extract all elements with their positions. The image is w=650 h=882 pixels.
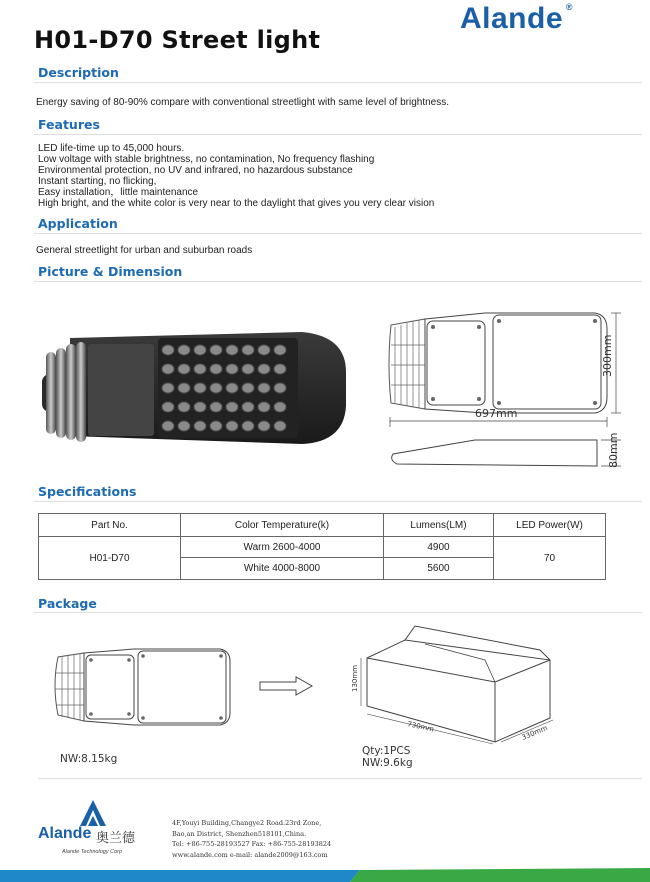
streetlight-photo [40, 332, 352, 448]
side-view-drawing [385, 428, 625, 474]
feature-item: LED life-time up to 45,000 hours. [38, 143, 185, 154]
footer-brand: Alande [38, 825, 92, 842]
led-lens [210, 364, 222, 374]
cell-lumens: 4900 [384, 537, 494, 558]
led-lens [194, 345, 206, 355]
led-lens [226, 345, 238, 355]
led-lens [178, 421, 190, 431]
registered-mark: ® [565, 2, 574, 12]
section-divider [38, 778, 642, 779]
cell-part-no: H01-D70 [39, 537, 181, 580]
cell-temp: White 4000-8000 [181, 558, 384, 580]
led-lens [242, 383, 254, 393]
led-lens [162, 364, 174, 374]
led-lens [178, 364, 190, 374]
section-heading-application: Application [38, 216, 118, 231]
section-heading-features: Features [38, 117, 100, 132]
led-lens [242, 364, 254, 374]
section-divider [34, 134, 642, 135]
led-lens [226, 421, 238, 431]
footer-logo [38, 800, 148, 860]
led-lens [226, 364, 238, 374]
led-lens [274, 402, 286, 412]
feature-item: Easy installation，little maintenance [38, 187, 199, 198]
package-product-drawing [50, 645, 235, 730]
led-lens [194, 364, 206, 374]
package-qty-info [362, 745, 413, 769]
table-row [39, 537, 606, 558]
alande-logo-icon [76, 800, 110, 826]
feature-item: Instant starting, no flicking, [38, 176, 157, 187]
footer-color-bar [0, 866, 650, 882]
section-heading-description: Description [38, 65, 119, 80]
header-led-power: LED Power(W) [494, 514, 606, 537]
section-divider [34, 281, 642, 282]
led-lens [226, 383, 238, 393]
led-lens [242, 402, 254, 412]
led-lens [194, 421, 206, 431]
led-lens [178, 345, 190, 355]
section-divider [34, 233, 642, 234]
feature-item: High bright, and the white color is very near to the daylight that gives you very clear vision [38, 198, 435, 209]
led-lens [194, 402, 206, 412]
footer-address-2: Bao,an District, Shenzhen518101,China. [172, 829, 307, 838]
led-lens [178, 383, 190, 393]
cell-lumens: 5600 [384, 558, 494, 580]
footer-address-1: 4F,Youyi Building,Changye2 Road.23rd Zone, [172, 819, 322, 827]
dim-width-label: 300mm [601, 334, 614, 377]
box-length-label: 730mm [406, 720, 435, 734]
led-lens [210, 383, 222, 393]
brand-logo [460, 2, 574, 36]
dim-length-label: 697mm [475, 407, 518, 420]
feature-item: Low voltage with stable brightness, no contamination, No frequency flashing [38, 154, 375, 165]
cell-power: 70 [494, 537, 606, 580]
section-heading-package: Package [38, 596, 97, 611]
led-lens [178, 402, 190, 412]
led-lens [162, 402, 174, 412]
footer-web: www.alande.com e-mail: alande2009@163.com [172, 850, 328, 859]
led-lens [258, 364, 270, 374]
led-lens [162, 421, 174, 431]
led-lens [242, 345, 254, 355]
feature-item: Environmental protection, no UV and infrared, no hazardous substance [38, 165, 353, 176]
led-lens [210, 402, 222, 412]
led-lens [210, 421, 222, 431]
section-heading-picture-dimension: Picture & Dimension [38, 264, 183, 279]
led-lens [274, 383, 286, 393]
package-qty: Qty:1PCS [362, 745, 411, 757]
led-lens [274, 364, 286, 374]
footer-phone: Tel: +86-755-28193527 Fax: +86-755-28193824 [172, 840, 332, 848]
table-header-row [39, 514, 606, 537]
section-divider [34, 82, 642, 83]
arrow-icon [258, 676, 316, 696]
cell-temp: Warm 2600-4000 [181, 537, 384, 558]
footer-corp: Alande Technology Corp [62, 849, 123, 855]
led-lens [258, 383, 270, 393]
footer-contact [172, 818, 331, 860]
section-heading-specifications: Specifications [38, 484, 137, 499]
header-lumens: Lumens(LM) [384, 514, 494, 537]
package-net-weight: NW:9.6kg [362, 757, 413, 769]
led-lens [162, 345, 174, 355]
features-list [38, 143, 434, 209]
header-color-temperature: Color Temperature(k) [181, 514, 384, 537]
section-divider [34, 501, 642, 502]
package-box-drawing [345, 620, 560, 745]
description-text: Energy saving of 80-90% compare with conventional streetlight with same level of brightness. [36, 97, 449, 108]
specifications-table [38, 513, 606, 580]
led-lens [258, 402, 270, 412]
led-lens [258, 345, 270, 355]
product-net-weight: NW:8.15kg [60, 753, 118, 765]
led-lens [210, 345, 222, 355]
section-divider [34, 612, 642, 613]
header-part-no: Part No. [39, 514, 181, 537]
box-width-label: 330mm [520, 723, 549, 742]
footer-brand-cn: 奥兰德 [96, 831, 136, 846]
dim-height-label: 80mm [607, 432, 620, 468]
led-lens [162, 383, 174, 393]
page-title: H01-D70 Street light [34, 26, 321, 54]
led-lens [274, 421, 286, 431]
led-lens [274, 345, 286, 355]
led-lens [242, 421, 254, 431]
brand-name: Alande [460, 2, 564, 35]
application-text: General streetlight for urban and suburban roads [36, 245, 253, 256]
led-lens [226, 402, 238, 412]
led-lens [194, 383, 206, 393]
led-lens [258, 421, 270, 431]
box-height-label: 130mm [351, 665, 359, 692]
